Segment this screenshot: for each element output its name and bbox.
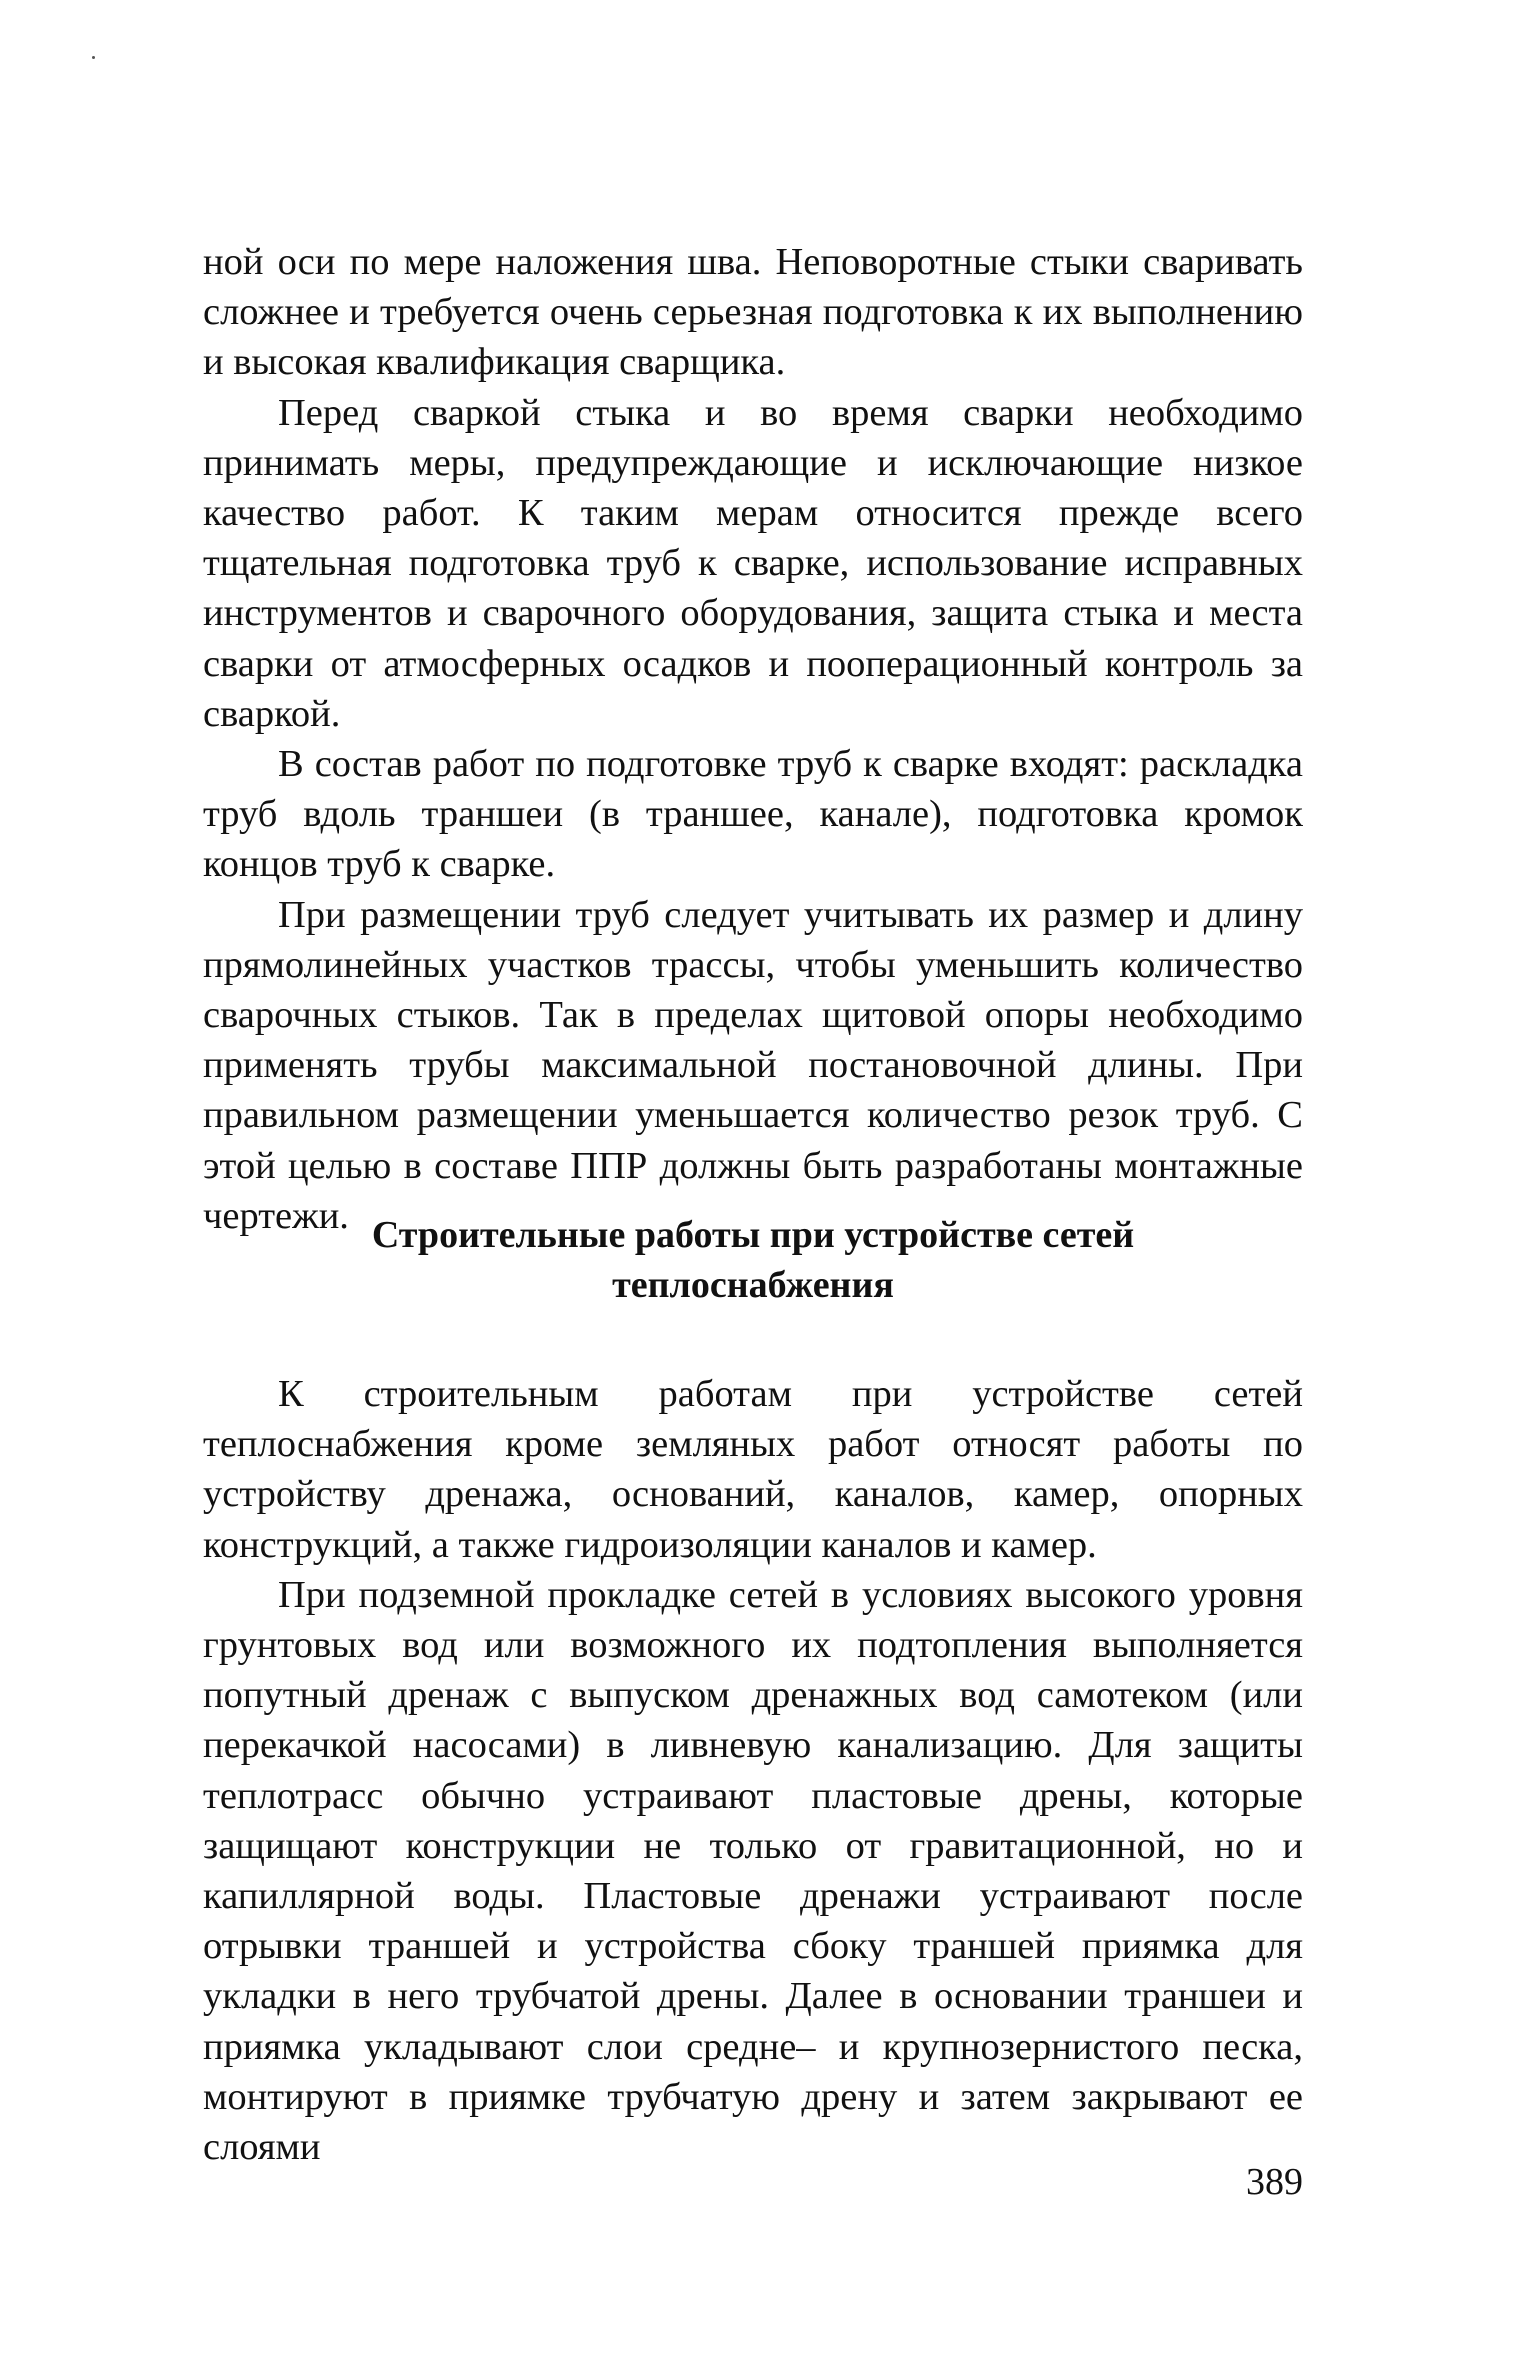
scan-speck [92,56,95,59]
paragraph: В состав работ по подготовке труб к сварке входят: раскладка труб вдоль траншеи (в траншее, канале), подготовка кромок концов труб к сварке. [203,743,1303,886]
paragraph: Перед сваркой стыка и во время сварки необходимо принимать меры, предупреждающие и исключающие низкое качество работ. К таким мерам относится прежде всего тщательная подготовка труб к сварке, использование исправных инструментов и сварочного оборудования, защита стыка и места сварки от атмосферных осадков и пооперационный контроль за сваркой. [203,391,1303,735]
section-heading-line-1: Строительные работы при устройстве сетей [371,1214,1135,1256]
body-text-bottom [203,1369,1303,2172]
paragraph: ной оси по мере наложения шва. Неповоротные стыки сваривать сложнее и требуется очень серьезная подготовка к их выполнению и высокая квалификация сварщика. [203,241,1303,384]
page-number: 389 [1246,2161,1303,2203]
paragraph: При подземной прокладке сетей в условиях высокого уровня грунтовых вод или возможного их подтопления выполняется попутный дренаж с выпуском дренажных вод самотеком (или перекачкой насосами) в ливневую канализацию. Для защиты теплотрасс обычно устраивают пластовые дрены, которые защищают конструкции не только от гравитационной, но и капиллярной воды. Пластовые дренажи устраивают после отрывки траншей и устройства сбоку траншей приямка для укладки в него трубчатой дрены. Далее в основании траншеи и приямка укладывают слои средне– и крупнозернистого песка, монтируют в приямке трубчатую дрену и затем закрывают ее слоями [203,1573,1303,2169]
section-heading-line-2: теплоснабжения [612,1264,894,1306]
body-text-top [203,237,1303,1241]
paragraph: К строительным работам при устройстве сетей теплоснабжения кроме земляных работ относят работы по устройству дренажа, оснований, каналов, камер, опорных конструкций, а также гидроизоляции каналов и камер. [203,1373,1303,1566]
section-heading [203,1210,1303,1310]
paragraph: При размещении труб следует учитывать их размер и длину прямолинейных участков трассы, чтобы уменьшить количество сварочных стыков. Так в пределах щитовой опоры необходимо применять трубы максимальной постановочной длины. При правильном размещении уменьшается количество резок труб. С этой целью в составе ППР должны быть разработаны монтажные чертежи. [203,893,1303,1237]
